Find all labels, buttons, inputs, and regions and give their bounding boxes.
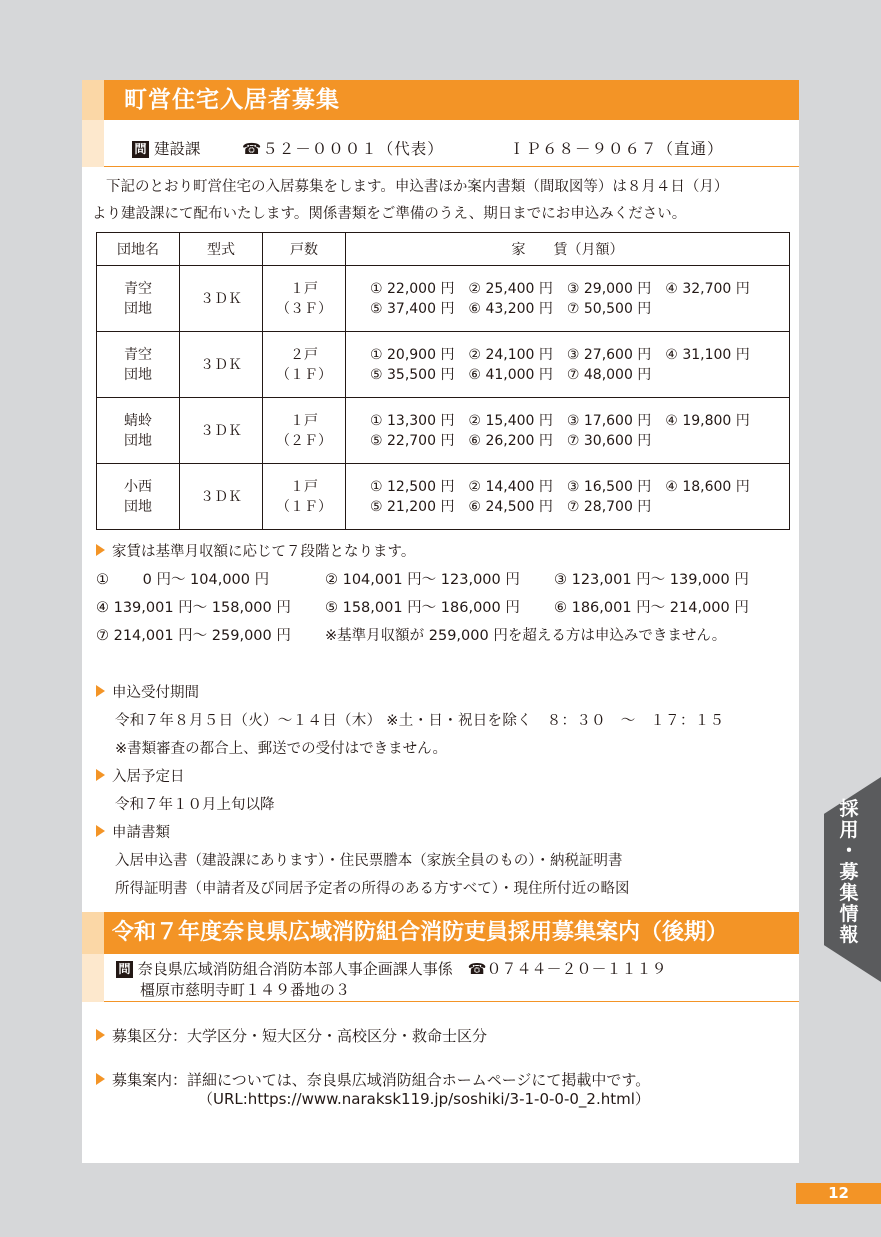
header-type: 型式 [180, 233, 263, 266]
intro-line-1: 下記のとおり町営住宅の入居募集をします。申込書ほか案内書類（間取図等）は８月４日（月） [106, 179, 729, 195]
header-name: 団地名 [97, 233, 180, 266]
side-tab [824, 777, 881, 982]
period-note: ※書類審査の都合上、郵送での受付はできません。 [115, 741, 448, 757]
rent-note: 家賃は基準月収額に応じて７段階となります。 [112, 544, 416, 560]
range-6: ⑥ 186,001 円～ 214,000 円 [554, 600, 749, 616]
header-units: 戸数 [263, 233, 346, 266]
contact-tel: ☎５２－０００１（代表） [242, 140, 444, 158]
table-row: 青空 団地 ３ＤＫ １戸 （３Ｆ） ① 22,000 円 ② 25,400 円 ③ 29,000 円 ④ 32,700 円 ⑤ 37,400 円 ⑥ 43,200 円 ⑦ 50,500 円 [97, 266, 790, 332]
recruit-guide: 募集案内：詳細については、奈良県広域消防組合ホームページにて掲載中です。 [112, 1071, 651, 1089]
range-3: ③ 123,001 円～ 139,000 円 [554, 572, 749, 588]
intro-line-2: より建設課にて配布いたします。関係書類をご準備のうえ、期日までにお申込みください。 [92, 206, 687, 222]
section2-title: 令和７年度奈良県広域消防組合消防吏員採用募集案内（後期） [112, 920, 729, 945]
docs-line-1: 入居申込書（建設課にあります）・住民票謄本（家族全員のもの）・納税証明書 [115, 853, 623, 869]
recruit-url: （URL:https://www.naraksk119.jp/soshiki/3-1-0-0-0_2.html） [198, 1090, 650, 1108]
section1-contact [82, 120, 799, 167]
range-note: ※基準月収額が 259,000 円を超える方は申込みできません。 [325, 628, 727, 644]
bullet-triangle-icon [96, 825, 105, 837]
inquiry-icon: 問 [132, 141, 149, 158]
range-1: ① 0 円～ 104,000 円 [96, 572, 270, 588]
range-2: ② 104,001 円～ 123,000 円 [325, 572, 520, 588]
range-5: ⑤ 158,001 円～ 186,000 円 [325, 600, 520, 616]
table-row: 蜻蛉 団地 ３ＤＫ １戸 （２Ｆ） ① 13,300 円 ② 15,400 円 ③ 17,600 円 ④ 19,800 円 ⑤ 22,700 円 ⑥ 26,200 円 ⑦ 30,600 円 [97, 398, 790, 464]
bullet-triangle-icon [96, 685, 105, 697]
contact-dept: 建設課 [153, 140, 201, 158]
move-heading: 入居予定日 [112, 769, 185, 785]
page-number: 12 [796, 1183, 881, 1204]
page [82, 80, 799, 1163]
table-row: 青空 団地 ３ＤＫ ２戸 （１Ｆ） ① 20,900 円 ② 24,100 円 ③ 27,600 円 ④ 31,100 円 ⑤ 35,500 円 ⑥ 41,000 円 ⑦ 48,000 円 [97, 332, 790, 398]
header-rent: 家 賃（月額） [346, 233, 790, 266]
inquiry-icon: 問 [116, 961, 133, 978]
table-header-row [97, 233, 790, 266]
contact-line-1: 奈良県広域消防組合消防本部人事企画課人事係 ☎０７４４－２０－１１１９ [137, 960, 667, 978]
bullet-triangle-icon [96, 1073, 105, 1085]
section2-contact [82, 954, 799, 1002]
contact-line-2: 橿原市慈明寺町１４９番地の３ [140, 981, 351, 999]
recruit-category: 募集区分：大学区分・短大区分・高校区分・救命士区分 [112, 1027, 488, 1045]
bullet-triangle-icon [96, 544, 105, 556]
bullet-triangle-icon [96, 1029, 105, 1041]
section2-header [82, 912, 799, 954]
rent-table [96, 232, 790, 530]
move-line: 令和７年１０月上旬以降 [115, 797, 275, 813]
period-line: 令和７年８月５日（火）～１４日（木） ※土・日・祝日を除く ８：３０ ～ １７：１５ [115, 713, 725, 729]
range-4: ④ 139,001 円～ 158,000 円 [96, 600, 291, 616]
period-heading: 申込受付期間 [112, 685, 199, 701]
range-7: ⑦ 214,001 円～ 259,000 円 [96, 628, 291, 644]
section1-title: 町営住宅入居者募集 [124, 87, 340, 113]
bullet-triangle-icon [96, 769, 105, 781]
docs-line-2: 所得証明書（申請者及び同居予定者の所得のある方すべて）・現住所付近の略図 [115, 881, 630, 897]
side-tab-label: 採 用 ・ 募 集 情 報 [839, 798, 859, 946]
docs-heading: 申請書類 [112, 825, 170, 841]
contact-ip: ＩＰ６８－９０６７（直通） [509, 140, 724, 158]
table-row: 小西 団地 ３ＤＫ １戸 （１Ｆ） ① 12,500 円 ② 14,400 円 ③ 16,500 円 ④ 18,600 円 ⑤ 21,200 円 ⑥ 24,500 円 ⑦ 28,700 円 [97, 464, 790, 530]
section1-header [82, 80, 799, 120]
